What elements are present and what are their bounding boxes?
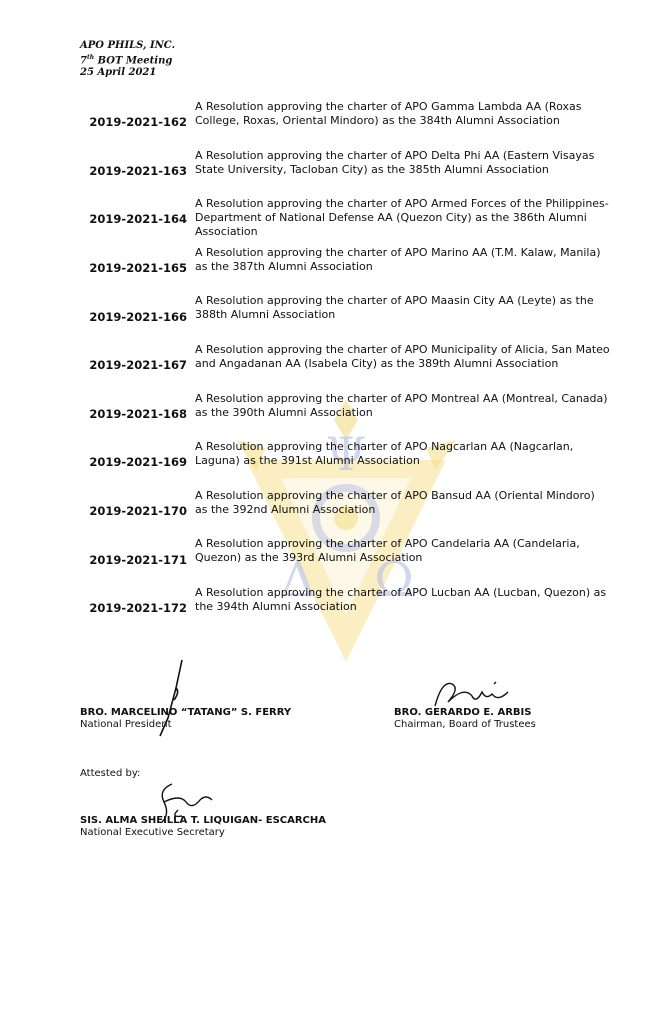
resolution-row (80, 195, 610, 244)
resolution-number: 2019-2021-166 (89, 309, 187, 324)
resolution-number: 2019-2021-170 (89, 504, 187, 519)
resolution-number: 2019-2021-165 (89, 261, 187, 276)
resolution-number: 2019-2021-162 (89, 115, 187, 130)
resolution-row (80, 147, 610, 196)
resolution-number: 2019-2021-168 (89, 406, 187, 421)
meeting-date: 25 April 2021 (80, 67, 157, 79)
resolution-row (80, 584, 610, 633)
resolution-row (80, 438, 610, 487)
resolution-text: A Resolution approving the charter of APO Delta Phi AA (Eastern Visayas State University, Tacloban City) as the 385th Alumni Association (195, 148, 595, 176)
resolution-text: A Resolution approving the charter of APO Armed Forces of the Philippines-Department of National Defense AA (Quezon City) as the 386th Alumni Association (195, 197, 609, 239)
secretary-title: National Executive Secretary (80, 827, 225, 838)
resolution-number: 2019-2021-163 (89, 163, 187, 178)
resolution-number: 2019-2021-171 (89, 552, 187, 567)
resolution-row (80, 487, 610, 536)
chairman-name: BRO. GERARDO E. ARBIS (394, 707, 532, 718)
svg-text:Ω: Ω (374, 552, 414, 608)
resolution-row (80, 390, 610, 439)
resolution-number: 2019-2021-172 (89, 601, 187, 616)
resolution-text: A Resolution approving the charter of APO Marino AA (T.M. Kalaw, Manila) as the 387th Alumni Association (195, 245, 601, 273)
president-signatory (80, 707, 291, 731)
resolution-list (80, 98, 610, 633)
resolution-text: A Resolution approving the charter of APO Municipality of Alicia, San Mateo and Angadanan AA (Isabela City) as the 389th Alumni Association (195, 342, 610, 370)
resolution-text: A Resolution approving the charter of APO Montreal AA (Montreal, Canada) as the 390th Alumni Association (195, 391, 608, 419)
chairman-title: Chairman, Board of Trustees (394, 719, 536, 730)
meeting-label: 7th BOT Meeting (80, 54, 173, 67)
resolution-text: A Resolution approving the charter of APO Candelaria AA (Candelaria, Quezon) as the 393rd Alumni Association (195, 537, 580, 565)
org-name: APO PHILS, INC. (80, 40, 176, 51)
resolution-text: A Resolution approving the charter of APO Lucban AA (Lucban, Quezon) as the 394th Alumni Association (195, 585, 607, 613)
resolution-text: A Resolution approving the charter of APO Maasin City AA (Leyte) as the 388th Alumni Association (195, 294, 594, 322)
attested-label: Attested by: (80, 768, 141, 779)
resolution-row (80, 244, 610, 293)
resolution-row (80, 98, 610, 147)
document-header (80, 40, 175, 79)
resolution-number: 2019-2021-167 (89, 358, 187, 373)
resolution-row (80, 535, 610, 584)
resolution-row (80, 292, 610, 341)
chairman-signatory (394, 707, 536, 731)
resolution-row (80, 341, 610, 390)
secretary-signatory (80, 815, 326, 839)
resolution-number: 2019-2021-164 (89, 212, 187, 227)
secretary-name: SIS. ALMA SHEILLA T. LIQUIGAN- ESCARCHA (80, 815, 327, 826)
resolution-text: A Resolution approving the charter of APO Nagcarlan AA (Nagcarlan, Laguna) as the 391st Alumni Association (195, 440, 574, 468)
president-title: National President (80, 719, 172, 730)
resolution-text: A Resolution approving the charter of APO Gamma Lambda AA (Roxas College, Roxas, Oriental Mindoro) as the 384th Alumni Association (195, 100, 582, 127)
resolution-number: 2019-2021-169 (89, 455, 187, 470)
president-name: BRO. MARCELINO “TATANG” S. FERRY (80, 707, 292, 718)
svg-text:Ψ: Ψ (325, 427, 367, 481)
resolution-text: A Resolution approving the charter of APO Bansud AA (Oriental Mindoro) as the 392nd Alumni Association (195, 488, 595, 516)
svg-text:Δ: Δ (280, 552, 316, 608)
